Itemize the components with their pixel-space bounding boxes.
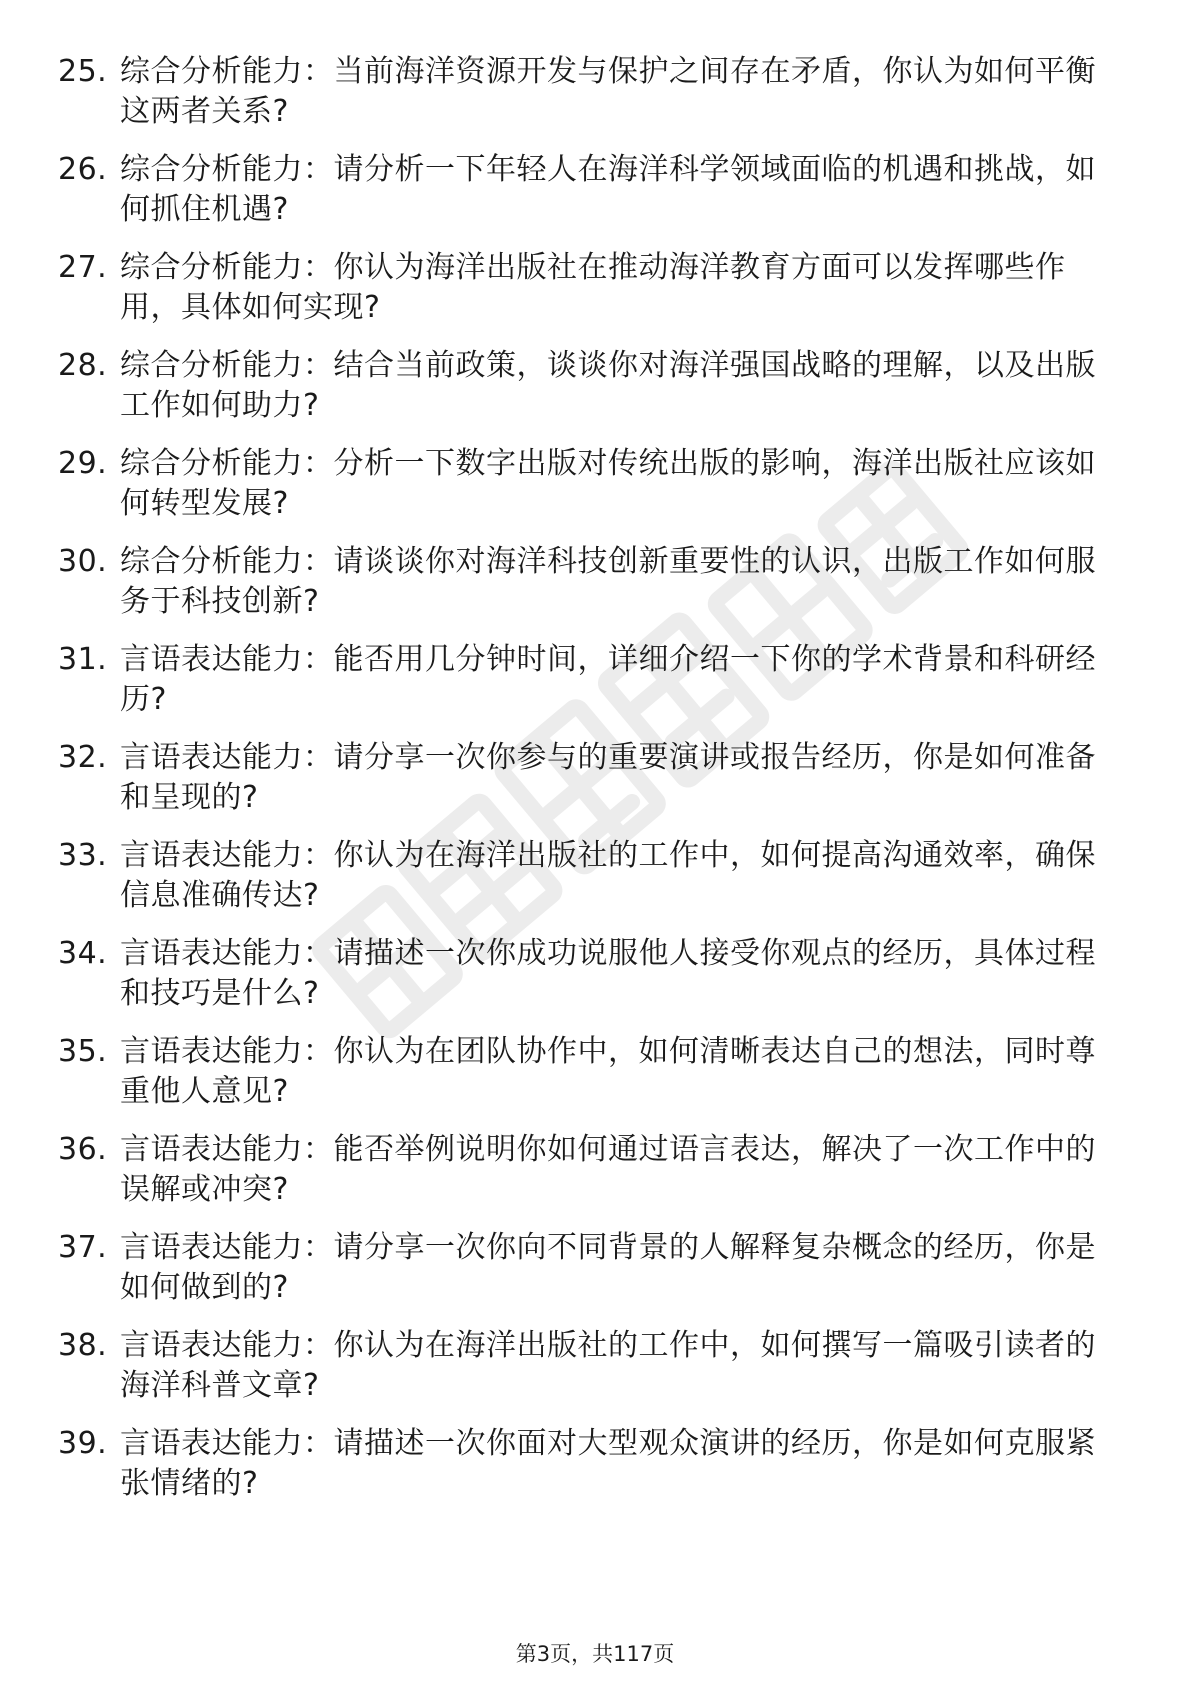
- question-number: 27.: [58, 250, 108, 285]
- question-body: 你认为在海洋出版社的工作中，如何撰写一篇吸引读者的海洋科普文章?: [120, 1328, 1096, 1403]
- question-separator: ：: [303, 642, 334, 677]
- list-item: [58, 738, 1118, 818]
- question-body: 请描述一次你面对大型观众演讲的经历，你是如何克服紧张情绪的?: [120, 1426, 1096, 1501]
- question-text: [120, 1326, 1118, 1406]
- question-text: [120, 836, 1118, 916]
- question-category: 言语表达能力: [120, 1230, 303, 1265]
- question-body: 结合当前政策，谈谈你对海洋强国战略的理解，以及出版工作如何助力?: [120, 348, 1096, 423]
- question-category: 言语表达能力: [120, 838, 303, 873]
- question-text: [120, 1032, 1118, 1112]
- question-separator: ：: [303, 838, 334, 873]
- question-text: [120, 1130, 1118, 1210]
- question-text: [120, 150, 1118, 230]
- question-text: [120, 738, 1118, 818]
- question-text: [120, 346, 1118, 426]
- question-number: 30.: [58, 544, 108, 579]
- list-item: [58, 150, 1118, 230]
- question-separator: ：: [303, 348, 334, 383]
- page-number-label: 第3页，共117页: [515, 1642, 675, 1666]
- list-item: [58, 1326, 1118, 1406]
- question-body: 请分享一次你参与的重要演讲或报告经历，你是如何准备和呈现的?: [120, 740, 1096, 815]
- list-item: [58, 542, 1118, 622]
- question-body: 能否举例说明你如何通过语言表达，解决了一次工作中的误解或冲突?: [120, 1132, 1096, 1207]
- question-number: 32.: [58, 740, 108, 775]
- question-number: 36.: [58, 1132, 108, 1167]
- question-separator: ：: [303, 1034, 334, 1069]
- question-separator: ：: [303, 250, 334, 285]
- question-category: 言语表达能力: [120, 642, 303, 677]
- question-separator: ：: [303, 1328, 334, 1363]
- question-body: 请分析一下年轻人在海洋科学领域面临的机遇和挑战，如何抓住机遇?: [120, 152, 1096, 227]
- list-item: [58, 444, 1118, 524]
- question-text: [120, 1424, 1118, 1504]
- list-item: [58, 1424, 1118, 1504]
- list-item: [58, 1130, 1118, 1210]
- page-footer: [0, 1640, 1190, 1668]
- question-category: 言语表达能力: [120, 936, 303, 971]
- question-number: 25.: [58, 54, 108, 89]
- question-category: 综合分析能力: [120, 152, 303, 187]
- list-item: [58, 934, 1118, 1014]
- question-text: [120, 248, 1118, 328]
- question-number: 26.: [58, 152, 108, 187]
- question-number: 33.: [58, 838, 108, 873]
- list-item: [58, 1228, 1118, 1308]
- question-separator: ：: [303, 936, 334, 971]
- question-number: 29.: [58, 446, 108, 481]
- question-category: 综合分析能力: [120, 446, 303, 481]
- question-category: 综合分析能力: [120, 250, 303, 285]
- question-text: [120, 640, 1118, 720]
- question-number: 34.: [58, 936, 108, 971]
- question-number: 37.: [58, 1230, 108, 1265]
- question-separator: ：: [303, 1426, 334, 1461]
- question-body: 能否用几分钟时间，详细介绍一下你的学术背景和科研经历?: [120, 642, 1096, 717]
- list-item: [58, 346, 1118, 426]
- question-separator: ：: [303, 740, 334, 775]
- question-category: 综合分析能力: [120, 544, 303, 579]
- question-category: 综合分析能力: [120, 348, 303, 383]
- list-item: [58, 1032, 1118, 1112]
- question-text: [120, 52, 1118, 132]
- question-category: 言语表达能力: [120, 1426, 303, 1461]
- question-category: 言语表达能力: [120, 1034, 303, 1069]
- list-item: [58, 248, 1118, 328]
- question-separator: ：: [303, 544, 334, 579]
- question-number: 31.: [58, 642, 108, 677]
- question-number: 35.: [58, 1034, 108, 1069]
- question-body: 当前海洋资源开发与保护之间存在矛盾，你认为如何平衡这两者关系?: [120, 54, 1096, 129]
- question-text: [120, 1228, 1118, 1308]
- list-item: [58, 836, 1118, 916]
- question-body: 请描述一次你成功说服他人接受你观点的经历，具体过程和技巧是什么?: [120, 936, 1096, 1011]
- list-item: [58, 52, 1118, 132]
- question-body: 请谈谈你对海洋科技创新重要性的认识，出版工作如何服务于科技创新?: [120, 544, 1096, 619]
- question-category: 言语表达能力: [120, 1132, 303, 1167]
- question-number: 39.: [58, 1426, 108, 1461]
- question-text: [120, 542, 1118, 622]
- question-number: 38.: [58, 1328, 108, 1363]
- question-category: 言语表达能力: [120, 740, 303, 775]
- question-number: 28.: [58, 348, 108, 383]
- question-separator: ：: [303, 152, 334, 187]
- question-text: [120, 444, 1118, 524]
- question-category: 言语表达能力: [120, 1328, 303, 1363]
- question-category: 综合分析能力: [120, 54, 303, 89]
- question-body: 请分享一次你向不同背景的人解释复杂概念的经历，你是如何做到的?: [120, 1230, 1096, 1305]
- question-separator: ：: [303, 1132, 334, 1167]
- question-list: [58, 52, 1118, 1522]
- question-text: [120, 934, 1118, 1014]
- question-separator: ：: [303, 446, 334, 481]
- list-item: [58, 640, 1118, 720]
- question-body: 你认为海洋出版社在推动海洋教育方面可以发挥哪些作用，具体如何实现?: [120, 250, 1066, 325]
- question-body: 你认为在海洋出版社的工作中，如何提高沟通效率，确保信息准确传达?: [120, 838, 1096, 913]
- question-separator: ：: [303, 54, 334, 89]
- question-body: 你认为在团队协作中，如何清晰表达自己的想法，同时尊重他人意见?: [120, 1034, 1096, 1109]
- question-body: 分析一下数字出版对传统出版的影响，海洋出版社应该如何转型发展?: [120, 446, 1096, 521]
- question-separator: ：: [303, 1230, 334, 1265]
